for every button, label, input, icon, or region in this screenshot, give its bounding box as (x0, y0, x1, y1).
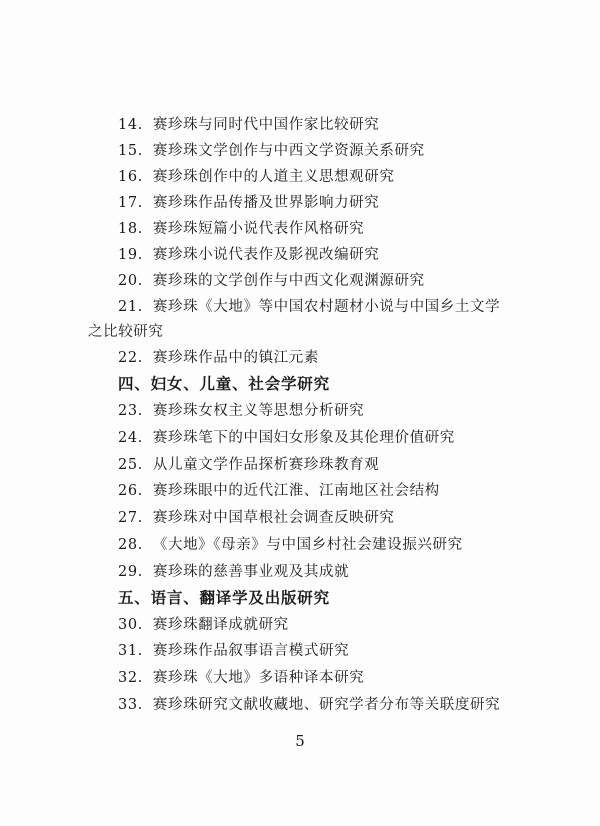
list-item-33: 33. 赛珍珠研究文献收藏地、研究学者分布等关联度研究 (118, 697, 501, 713)
list-item-14: 14. 赛珍珠与同时代中国作家比较研究 (118, 117, 380, 133)
list-item-17: 17. 赛珍珠作品传播及世界影响力研究 (118, 195, 380, 211)
list-item-26: 26. 赛珍珠眼中的近代江淮、江南地区社会结构 (118, 483, 440, 499)
list-item-25: 25. 从儿童文学作品探析赛珍珠教育观 (118, 457, 380, 473)
list-item-21-continuation: 之比较研究 (88, 324, 164, 340)
section-heading-5: 五、语言、翻译学及出版研究 (118, 589, 330, 607)
list-item-18: 18. 赛珍珠短篇小说代表作风格研究 (118, 221, 365, 237)
list-item-19: 19. 赛珍珠小说代表作及影视改编研究 (118, 247, 380, 263)
list-item-32: 32. 赛珍珠《大地》多语种译本研究 (118, 670, 365, 686)
list-item-22: 22. 赛珍珠作品中的镇江元素 (118, 350, 319, 366)
list-item-31: 31. 赛珍珠作品叙事语言模式研究 (118, 643, 350, 659)
list-item-27: 27. 赛珍珠对中国草根社会调查反映研究 (118, 510, 395, 526)
list-item-23: 23. 赛珍珠女权主义等思想分析研究 (118, 403, 365, 419)
list-item-28: 28. 《大地》《母亲》与中国乡村社会建设振兴研究 (118, 537, 463, 553)
list-item-21: 21. 赛珍珠《大地》等中国农村题材小说与中国乡土文学 (118, 299, 501, 315)
list-item-16: 16. 赛珍珠创作中的人道主义思想观研究 (118, 169, 395, 185)
section-heading-4: 四、妇女、儿童、社会学研究 (118, 375, 330, 393)
list-item-29: 29. 赛珍珠的慈善事业观及其成就 (118, 564, 350, 580)
list-item-30: 30. 赛珍珠翻译成就研究 (118, 617, 289, 633)
list-item-20: 20. 赛珍珠的文学创作与中西文化观渊源研究 (118, 273, 425, 289)
list-item-24: 24. 赛珍珠笔下的中国妇女形象及其伦理价值研究 (118, 430, 455, 446)
list-item-15: 15. 赛珍珠文学创作与中西文学资源关系研究 (118, 143, 425, 159)
page-number: 5 (295, 732, 305, 750)
